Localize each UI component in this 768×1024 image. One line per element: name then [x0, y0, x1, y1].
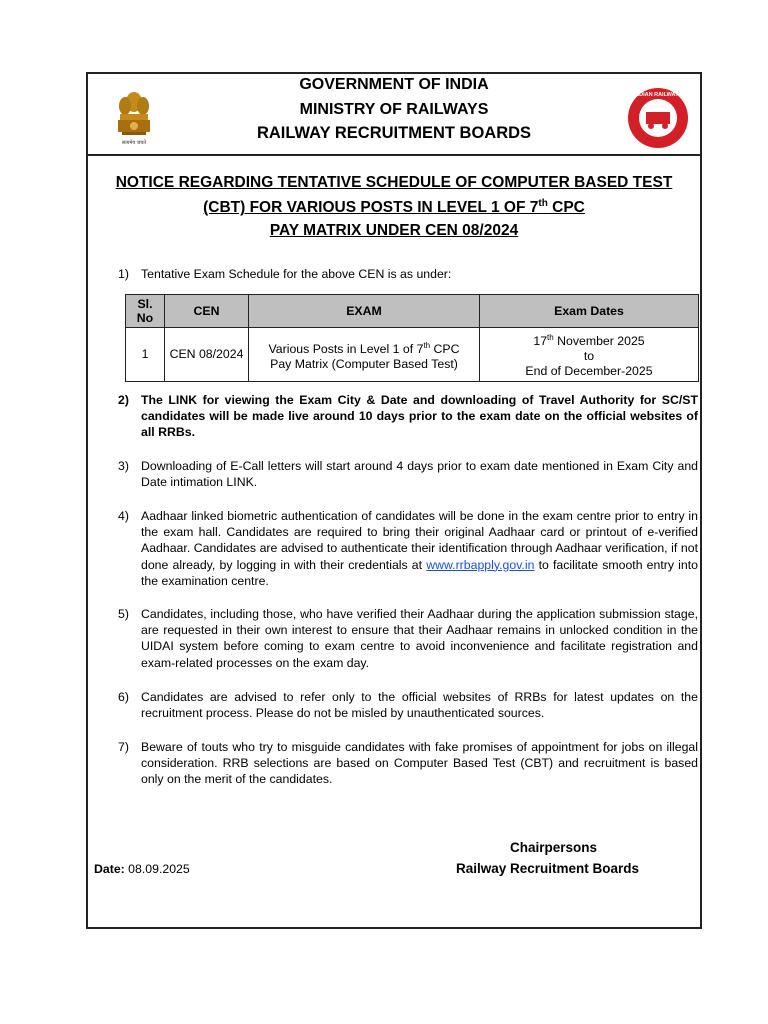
- cell-cen: CEN 08/2024: [165, 328, 249, 382]
- signatory-org: Railway Recruitment Boards: [456, 861, 640, 876]
- table-row: [126, 328, 699, 382]
- notice-frame: [86, 72, 702, 929]
- item-5: 5) Candidates, including those, who have verified their Aadhaar during the application submission stage, are requested in their own interest to ensure that their Aadhaar remains in unlocked condition in the UIDAI system before coming to exam centre to avoid inconvenience and facilitate registration and exam-related processes on the exam day.: [118, 607, 698, 670]
- item-3: 3) Downloading of E-Call letters will start around 4 days prior to exam date mentioned in Exam City and Date intimation LINK.: [118, 459, 698, 490]
- item-1: 1) Tentative Exam Schedule for the above CEN is as under:: [118, 267, 452, 281]
- notice-title-line-3: PAY MATRIX UNDER CEN 08/2024: [269, 222, 519, 239]
- col-sl-no: Sl. No: [126, 295, 165, 328]
- svg-text:INDIAN RAILWAYS: INDIAN RAILWAYS: [633, 92, 683, 98]
- item-4: 4) Aadhaar linked biometric authentication of candidates will be done in the exam centre prior to entry in the exam hall. Candidates are required to bring their original Aadhaar card or printout of e-verified Aadhaar. Candidates are advised to authenticate their identification through Aadhaar verification, if not done already, by logging in with their credentials at www.rrbapply.gov.in to facilitate smooth entry into the examination centre.: [118, 509, 698, 588]
- indian-railways-logo-icon: [626, 86, 690, 150]
- signatory-title: Chairpersons: [510, 840, 598, 855]
- svg-text:सत्यमेव जयते: सत्यमेव जयते: [121, 140, 147, 146]
- item-2: 2) The LINK for viewing the Exam City & Date and downloading of Travel Authority for SC/ST candidates will be made live around 10 days prior to the exam date on the official websites of all RRBs.: [118, 393, 698, 440]
- notice-title-line-2: (CBT) FOR VARIOUS POSTS IN LEVEL 1 OF 7th CPC: [203, 198, 585, 217]
- col-exam: EXAM: [249, 295, 480, 328]
- item-7: 7) Beware of touts who try to misguide candidates with fake promises of appointment for jobs on illegal consideration. RRB selections are based on Computer Based Test (CBT) and recruitment is based only on the merit of the candidates.: [118, 740, 698, 787]
- rrb-title: RAILWAY RECRUITMENT BOARDS: [256, 124, 532, 142]
- cell-sl: 1: [126, 328, 165, 382]
- notice-title-line-1: NOTICE REGARDING TENTATIVE SCHEDULE OF COMPUTER BASED TEST: [115, 174, 673, 191]
- col-cen: CEN: [165, 295, 249, 328]
- exam-schedule-table: [125, 294, 699, 382]
- notice-date: Date: 08.09.2025: [94, 862, 190, 876]
- cell-exam: Various Posts in Level 1 of 7th CPC Pay Matrix (Computer Based Test): [249, 328, 480, 382]
- rrbapply-link[interactable]: www.rrbapply.gov.in: [426, 557, 535, 572]
- letterhead: [88, 74, 700, 156]
- item-6: 6) Candidates are advised to refer only to the official websites of RRBs for latest updates on the recruitment process. Please do not be misled by unauthenticated sources.: [118, 690, 698, 721]
- col-exam-dates: Exam Dates: [480, 295, 699, 328]
- cell-exam-dates: 17th November 2025 to End of December-2025: [480, 328, 699, 382]
- ministry-title: MINISTRY OF RAILWAYS: [299, 101, 489, 118]
- govt-title: GOVERNMENT OF INDIA: [299, 76, 489, 93]
